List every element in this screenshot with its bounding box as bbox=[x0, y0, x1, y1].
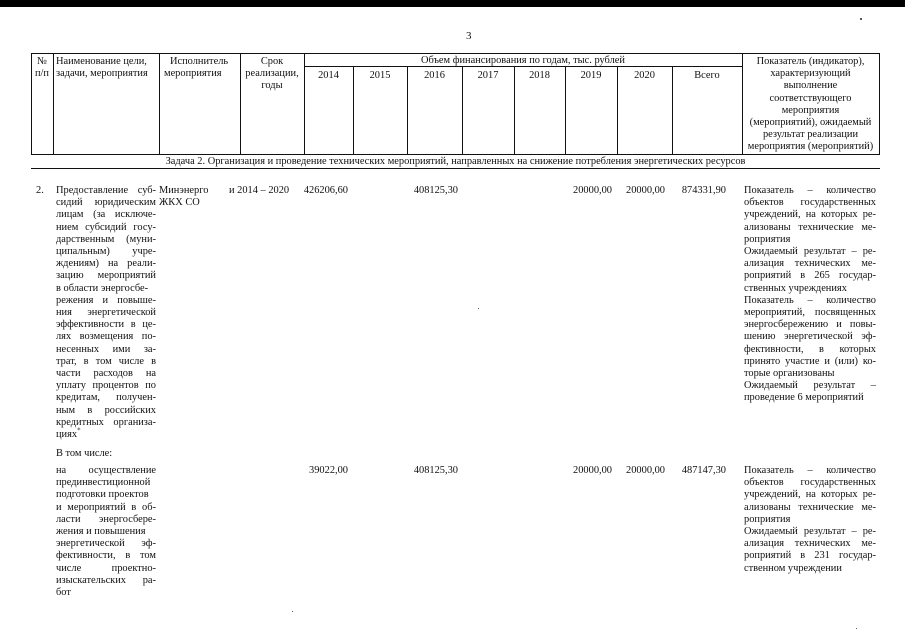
scan-speck bbox=[292, 611, 293, 612]
header-num: № п/п bbox=[34, 56, 49, 80]
row-executor: Минэнерго ЖКХ СО bbox=[159, 185, 209, 209]
row-period: и 2014 – 2020 bbox=[229, 185, 290, 196]
task-title: Задача 2. Организация и проведение технических мероприятий, направленных на снижение потребления энергетических ресурсов bbox=[165, 156, 746, 167]
row-value-2016: 408125,30 bbox=[413, 185, 458, 196]
header-funding: Объем финансирования по годам, тыс. рублей bbox=[421, 55, 625, 66]
header-year-2016: 2016 bbox=[424, 70, 445, 81]
header-indicator: Показатель (индикатор), характеризующий выполнение соответствующего мероприятия (мероприятий), ожидаемый результат реализации мероприятия (мероприятий) bbox=[747, 56, 874, 153]
row-indicator: Показатель – количество объектов государственных учреждений, на которых ре- ализованы технические ме- роприятия Ожидаемый результат – ре- ализация технических ме- роприятий в 265 государ- ственных учреждениях Показатель – количество мероприятий, посвященных энергосбережению и повы- шению энергетической эф- фективности, в которых принято участие и (или) ко- торые организованы Ожидаемый результат – проведение 6 мероприятий bbox=[744, 185, 876, 404]
row-total: 874331,90 bbox=[681, 185, 726, 196]
row-value-2016: 408125,30 bbox=[413, 465, 458, 476]
header-year-2015: 2015 bbox=[369, 70, 391, 81]
row-value-2019: 20000,00 bbox=[573, 465, 612, 476]
header-year-2020: 2020 bbox=[634, 70, 655, 81]
row-value-2020: 20000,00 bbox=[626, 465, 665, 476]
row-number: 2. bbox=[36, 185, 44, 196]
including-label: В том числе: bbox=[56, 448, 113, 459]
scan-edge-bar bbox=[0, 0, 905, 7]
row-name: на осуществление прединвестиционной подготовки проектов и мероприятий в об- ласти энергосбере- жения и повышения энергетической эф- фективности, в том числе проектно- изыскательских ра- бот bbox=[56, 465, 156, 599]
scan-speck bbox=[478, 308, 479, 309]
header-year-2018: 2018 bbox=[529, 70, 550, 81]
row-value-2020: 20000,00 bbox=[626, 185, 665, 196]
row-total: 487147,30 bbox=[681, 465, 726, 476]
row-indicator: Показатель – количество объектов государственных учреждений, на которых ре- ализованы технические ме- роприятия Ожидаемый результат – ре- ализация технических ме- роприятий в 231 государ- ственном учреждении bbox=[744, 465, 876, 574]
row-value-2014: 39022,00 bbox=[309, 465, 348, 476]
header-year-2014: 2014 bbox=[318, 70, 339, 81]
header-year-2019: 2019 bbox=[580, 70, 602, 81]
row-value-2014: 426206,60 bbox=[303, 185, 348, 196]
scan-speck bbox=[860, 18, 862, 20]
row-value-2019: 20000,00 bbox=[573, 185, 612, 196]
scan-speck bbox=[856, 628, 857, 629]
page-number: 3 bbox=[466, 30, 472, 42]
row-name: Предоставление суб- сидий юридическим лицам (за исключе- нием субсидий госу- дарственным (муни- ципальным) учре- ждениям) на реали- зацию мероприятий в области энергосбе- режения и повыше- ния энергетической эффективности в це- лях возмещения по- несенных ими за- трат, в том числе в части расходов на уплату процентов по кредитам, получен- ным в российских кредитных организа- циях* bbox=[56, 185, 156, 441]
header-name: Наименование цели, задачи, мероприятия bbox=[56, 56, 148, 80]
header-executor: Исполнитель мероприятия bbox=[164, 56, 229, 80]
footnote-mark: * bbox=[77, 426, 81, 435]
header-year-2017: 2017 bbox=[477, 70, 499, 81]
header-total: Всего bbox=[694, 70, 720, 81]
header-period: Срок реализации, годы bbox=[245, 56, 299, 92]
